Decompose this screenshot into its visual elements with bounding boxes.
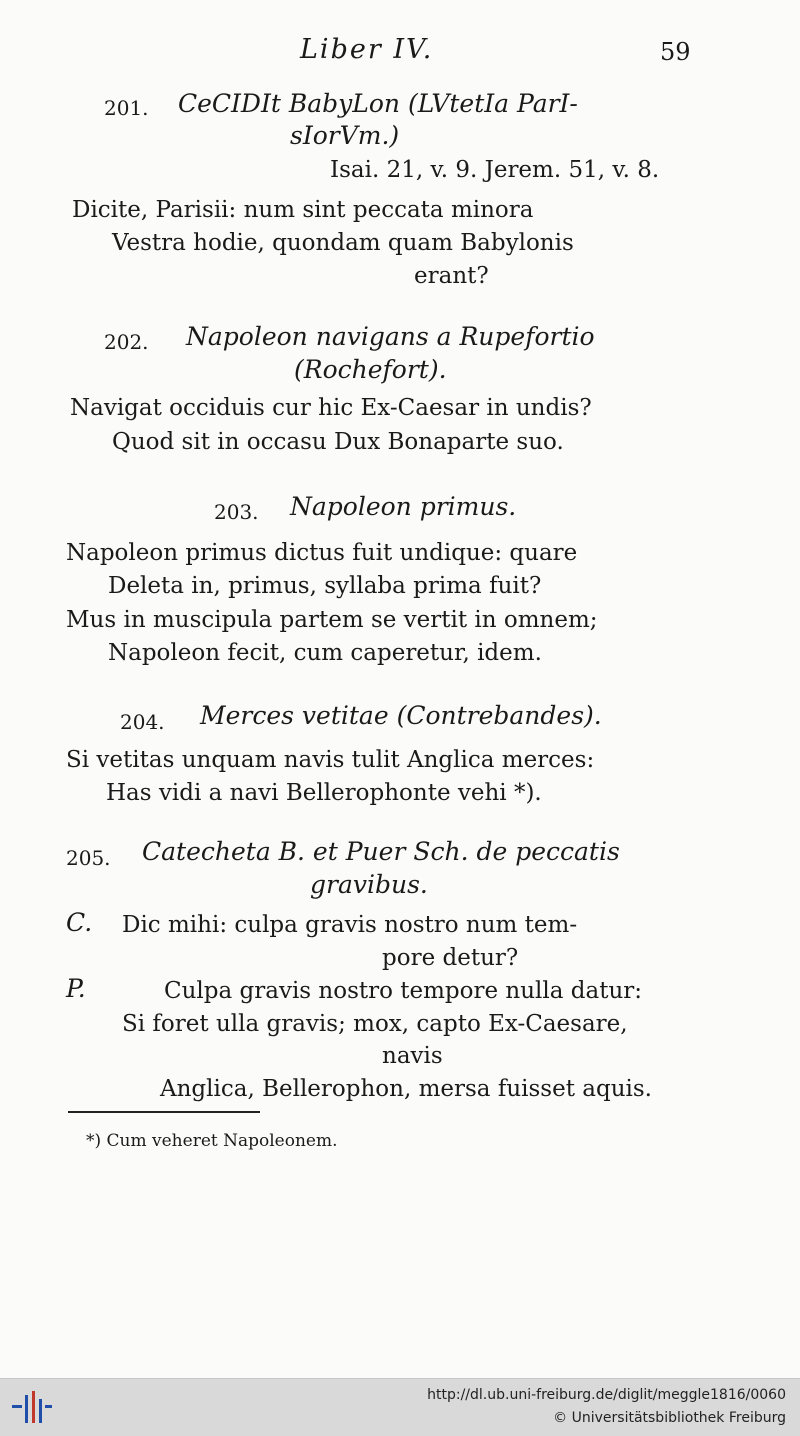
bible-reference: Isai. 21, v. 9. Jerem. 51, v. 8. — [330, 157, 660, 183]
verse-line: Anglica, Bellerophon, mersa fuisset aquis. — [160, 1076, 652, 1102]
library-logo-icon — [12, 1389, 52, 1427]
poem-number: 205. — [66, 846, 111, 870]
poem-title: Catecheta B. et Puer Sch. de peccatis — [142, 837, 620, 866]
verse-line: Deleta in, primus, syllaba prima fuit? — [108, 573, 542, 599]
verse-line: Dic mihi: culpa gravis nostro num tem- — [122, 912, 578, 938]
verse-line: pore detur? — [382, 945, 519, 971]
speaker-label: C. — [66, 908, 93, 937]
verse-line: erant? — [414, 263, 489, 289]
poem-title-continued: sIorVm.) — [290, 121, 400, 150]
footnote: *) Cum veheret Napoleonem. — [86, 1131, 338, 1151]
speaker-label: P. — [66, 974, 86, 1003]
verse-line: Si vetitas unquam navis tulit Anglica merces: — [66, 747, 595, 773]
poem-title: Merces vetitae (Contrebandes). — [200, 701, 602, 730]
poem-title: Napoleon primus. — [290, 492, 517, 521]
verse-line: Quod sit in occasu Dux Bonaparte suo. — [112, 429, 564, 455]
verse-line: Dicite, Parisii: num sint peccata minora — [72, 197, 534, 223]
poem-number: 203. — [214, 500, 259, 524]
verse-line: navis — [382, 1043, 443, 1069]
copyright-notice: © Universitätsbibliothek Freiburg — [553, 1410, 786, 1426]
viewer-footer — [0, 1378, 800, 1436]
verse-line: Vestra hodie, quondam quam Babylonis — [112, 230, 574, 256]
page-number: 59 — [660, 38, 691, 66]
source-url-link[interactable]: http://dl.ub.uni-freiburg.de/diglit/meggle1816/0060 — [427, 1387, 786, 1403]
footnote-rule — [68, 1111, 260, 1113]
poem-title-continued: gravibus. — [310, 870, 428, 899]
verse-line: Napoleon fecit, cum caperetur, idem. — [108, 640, 542, 666]
poem-number: 202. — [104, 330, 149, 354]
verse-line: Culpa gravis nostro tempore nulla datur: — [164, 978, 643, 1004]
poem-title: CeCIDIt BabyLon (LVtetIa ParI- — [178, 89, 578, 118]
verse-line: Si foret ulla gravis; mox, capto Ex-Caesare, — [122, 1011, 628, 1037]
verse-line: Has vidi a navi Bellerophonte vehi *). — [106, 780, 542, 806]
poem-number: 201. — [104, 96, 149, 120]
poem-number: 204. — [120, 710, 165, 734]
poem-title: Napoleon navigans a Rupefortio — [186, 322, 595, 351]
poem-title-continued: (Rochefort). — [294, 355, 447, 384]
verse-line: Napoleon primus dictus fuit undique: quare — [66, 540, 578, 566]
verse-line: Navigat occiduis cur hic Ex-Caesar in undis? — [70, 395, 592, 421]
running-header: Liber IV. — [300, 34, 434, 65]
verse-line: Mus in muscipula partem se vertit in omnem; — [66, 607, 598, 633]
